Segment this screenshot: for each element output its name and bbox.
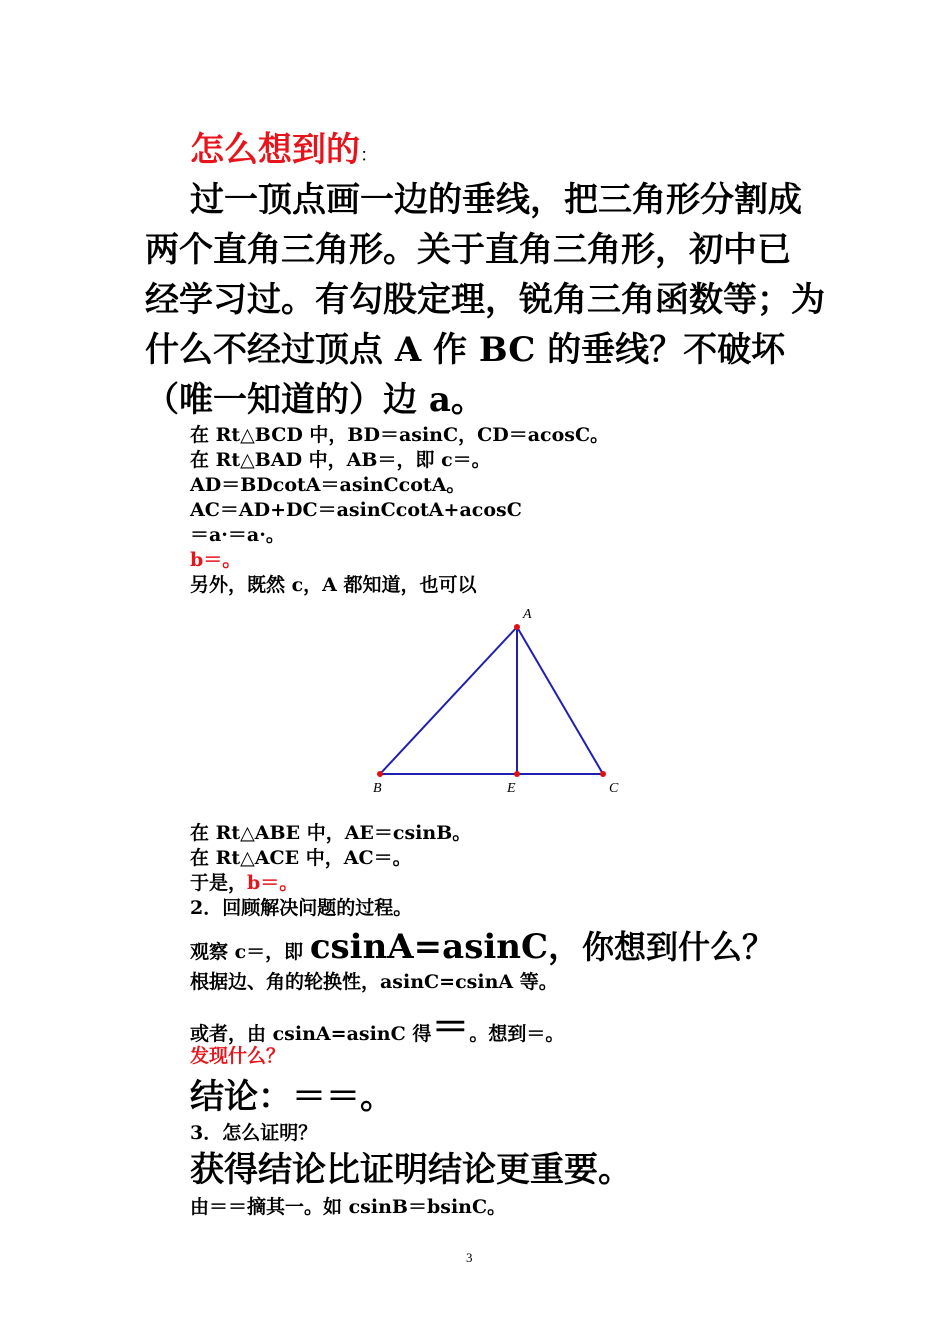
or-prefix: 或者，由 csinA=asinC 得	[190, 1023, 432, 1045]
para-line-5: （唯一知道的）边 a。	[145, 380, 485, 420]
step1-line-2: 在 Rt△BAD 中，AB＝，即 c＝。	[190, 449, 491, 471]
so-result: b＝。	[247, 872, 299, 894]
label-a: A	[523, 607, 532, 622]
or-eq: ＝	[431, 1004, 470, 1049]
triangle-figure	[360, 600, 640, 800]
side-ac	[517, 627, 603, 774]
heading-colon: ：	[360, 145, 378, 166]
step1-line-4: AC＝AD+DC＝asinCcotA+acosC	[190, 499, 522, 521]
observe-formula: csinA=asinC，	[309, 927, 583, 967]
or-suffix: 。想到＝。	[469, 1023, 565, 1045]
point-b	[377, 771, 383, 777]
point-c	[600, 771, 606, 777]
point-a	[514, 624, 520, 630]
or-line	[190, 1004, 565, 1049]
b-result: b＝。	[190, 549, 242, 571]
so-line	[190, 874, 298, 893]
point-e	[514, 771, 520, 777]
observe-prefix: 观察 c＝，即	[190, 941, 310, 963]
heading-red-text: 怎么想到的	[190, 130, 360, 170]
conclusion-line: 结论：＝＝。	[190, 1077, 394, 1117]
para-line-3: 经学习过。有勾股定理，锐角三角函数等；为	[145, 280, 825, 320]
label-e: E	[507, 781, 516, 796]
para-line-2: 两个直角三角形。关于直角三角形，初中已	[145, 230, 791, 270]
step1-line-5: ＝a·＝a·。	[190, 524, 285, 546]
important-line: 获得结论比证明结论更重要。	[190, 1150, 632, 1190]
review-heading: 2．回顾解决问题的过程。	[190, 897, 413, 919]
label-c: C	[609, 781, 619, 796]
howprove-heading: 3．怎么证明？	[190, 1122, 318, 1144]
so-prefix: 于是，	[190, 872, 248, 894]
also-line: 另外，既然 c，A 都知道，也可以	[190, 574, 477, 596]
step1-line-3: AD＝BDcotA＝asinCcotA。	[190, 474, 466, 496]
page-number: 3	[466, 1250, 473, 1265]
observe-line	[190, 927, 775, 967]
step2-line-2: 在 Rt△ACE 中，AC＝。	[190, 847, 412, 869]
label-b: B	[373, 781, 382, 796]
para-line-4: 什么不经过顶点 A 作 BC 的垂线？不破坏	[145, 330, 786, 370]
step1-line-1: 在 Rt△BCD 中，BD＝asinC，CD＝acosC。	[190, 424, 610, 446]
step2-line-1: 在 Rt△ABE 中，AE＝csinB。	[190, 822, 472, 844]
side-ab	[380, 627, 517, 774]
heading	[190, 130, 378, 170]
rotation-line: 根据边、角的轮换性，asinC=csinA 等。	[190, 971, 558, 993]
para-line-1: 过一顶点画一边的垂线，把三角形分割成	[190, 180, 802, 220]
observe-suffix: 你想到什么？	[582, 928, 775, 966]
last-line: 由＝＝摘其一。如 csinB＝bsinC。	[190, 1196, 507, 1218]
discover-line: 发现什么？	[190, 1045, 286, 1067]
